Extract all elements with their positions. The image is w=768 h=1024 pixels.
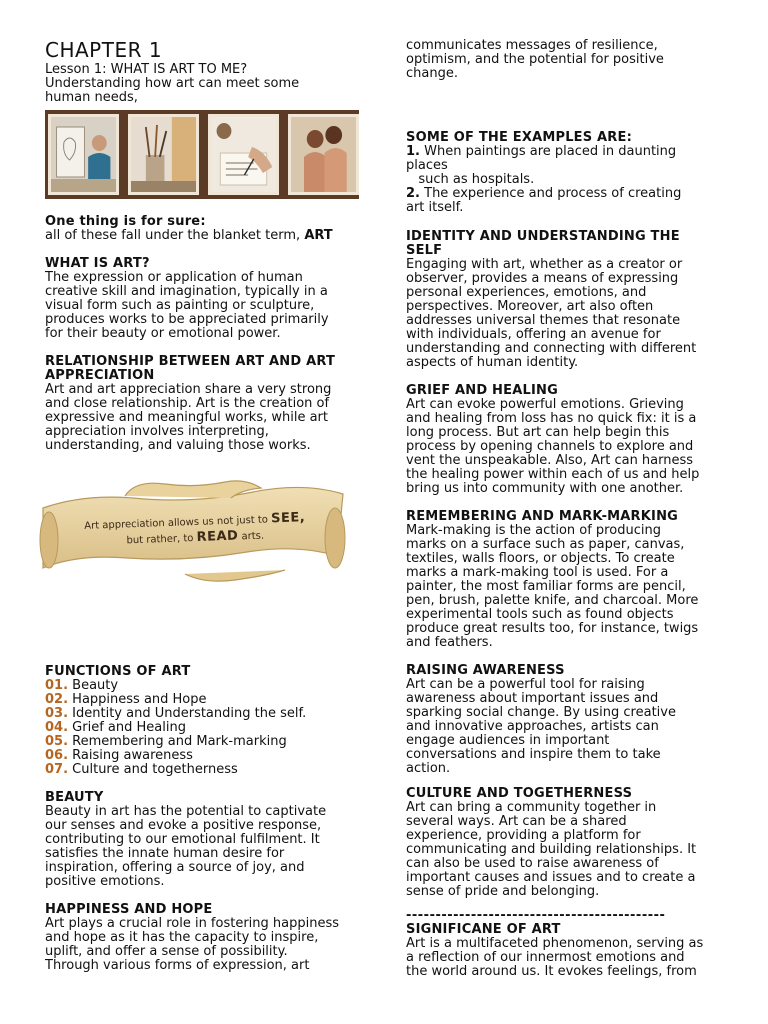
scroll-banner [35,478,355,584]
identity-heading-2: SELF [406,243,443,258]
awareness-section: RAISING AWARENESS Art can be a powerful tool for raising awareness about important issues and sparking social change. By using creative and innovative approaches, artists can engage audiences in important conversations and inspire them to take action. [406,664,726,776]
list-item: 02. Happiness and Hope [45,692,207,707]
functions-heading: FUNCTIONS OF ART [45,664,191,679]
list-item: 06. Raising awareness [45,748,193,763]
identity-heading-1: IDENTITY AND UNDERSTANDING THE [406,229,680,244]
culture-heading: CULTURE AND TOGETHERNESS [406,786,633,801]
list-item: 03. Identity and Understanding the self. [45,706,307,721]
sure-section [45,215,365,243]
photo-painter-easel [48,114,119,195]
relationship-section: RELATIONSHIP BETWEEN ART AND ART APPRECIATION Art and art appreciation share a very strong and close relationship. Art is the creation of expressive and meaningful works, while art appreciation involves interpreting, understanding, and valuing those works. [45,355,365,453]
functions-section [45,665,365,777]
sure-heading: One thing is for sure: [45,214,206,229]
significance-section: -------------------------------------------- SIGNIFICANE OF ART Art is a multifaceted phenomenon, serving as a reflection of our innermost emotions and the world around us. It evokes feelings, from [406,909,726,979]
relationship-heading-2: APPRECIATION [45,368,155,383]
identity-section: IDENTITY AND UNDERSTANDING THE SELF Engaging with art, whether as a creator or observer, provides a means of expressing personal experiences, emotions, and perspectives. Moreover, art also often addresses universal themes that resonate with individuals, offering an avenue for understanding and connecting with different aspects of human identity. [406,230,726,370]
list-item: 1. When paintings are placed in daunting [406,144,677,159]
mark-making-heading: REMEMBERING AND MARK-MARKING [406,509,679,524]
significance-heading: SIGNIFICANE OF ART [406,922,561,937]
lesson-subtitle: Understanding how art can meet some human needs, [45,76,300,105]
photo-brushes [128,114,199,195]
list-item: 05. Remembering and Mark-marking [45,734,287,749]
grief-section: GRIEF AND HEALING Art can evoke powerful emotions. Grieving and healing from loss has no quick fix: it is a long process. But art can help begin this process by opening channels to explore and vent the unspeakable. Also, Art can harness the healing power within each of us and help bring us into community with one another. [406,384,726,496]
photo-strip [45,110,359,199]
what-is-art-section: WHAT IS ART? The expression or application of human creative skill and imagination, typically in a visual form such as painting or sculpture, produces works to be appreciated primarily for their beauty or emotional power. [45,257,365,341]
what-is-art-heading: WHAT IS ART? [45,256,150,271]
list-item: 2. The experience and process of creating [406,186,682,201]
hope-heading: HAPPINESS AND HOPE [45,902,213,917]
scroll-quote: Art appreciation allows us not just to SEE, but rather, to READ arts. [84,510,306,547]
awareness-heading: RAISING AWARENESS [406,663,565,678]
hope-continued: communicates messages of resilience, optimism, and the potential for positive change. [406,38,664,81]
beauty-section: BEAUTY Beauty in art has the potential to captivate our senses and evoke a positive response, contributing to our emotional fulfilment. It satisfies the innate human desire for inspiration, offering a source of joy, and positive emotions. [45,791,365,889]
examples-section: SOME OF THE EXAMPLES ARE: 1. When paintings are placed in daunting places such as hospitals. 2. The experience and process of creating art itself. [406,131,726,215]
mark-making-section: REMEMBERING AND MARK-MARKING Mark-making is the action of producing marks on a surface such as paper, canvas, textiles, walls floors, or objects. To create marks a mark-making tool is used. For a painter, the most familiar forms are pencil, pen, brush, palette knife, and charcoal. More experimental tools such as found objects produce great results too, for instance, twigs and feathers. [406,510,726,650]
grief-heading: GRIEF AND HEALING [406,383,558,398]
chapter-title: CHAPTER 1 [45,38,163,62]
relationship-heading-1: RELATIONSHIP BETWEEN ART AND ART [45,354,336,369]
culture-section: CULTURE AND TOGETHERNESS Art can bring a community together in several ways. Art can be a shared experience, providing a platform for communicating and building relationships. It can also be used to raise awareness of important causes and issues and to create a sense of pride and belonging. [406,787,726,899]
sure-text: all of these fall under the blanket term, ART [45,228,333,243]
hope-section: HAPPINESS AND HOPE Art plays a crucial role in fostering happiness and hope as it has the capacity to inspire, uplift, and offer a sense of possibility. Through various forms of expression, art [45,903,365,973]
list-item: 04. Grief and Healing [45,720,186,735]
section-divider: -------------------------------------------- [406,908,666,923]
list-item: 07. Culture and togetherness [45,762,238,777]
list-item: 01. Beauty [45,678,119,693]
lesson-title: Lesson 1: WHAT IS ART TO ME? [45,62,248,77]
photo-writing-hand [208,114,279,195]
beauty-heading: BEAUTY [45,790,104,805]
photo-two-women [288,114,359,195]
examples-heading: SOME OF THE EXAMPLES ARE: [406,130,632,145]
